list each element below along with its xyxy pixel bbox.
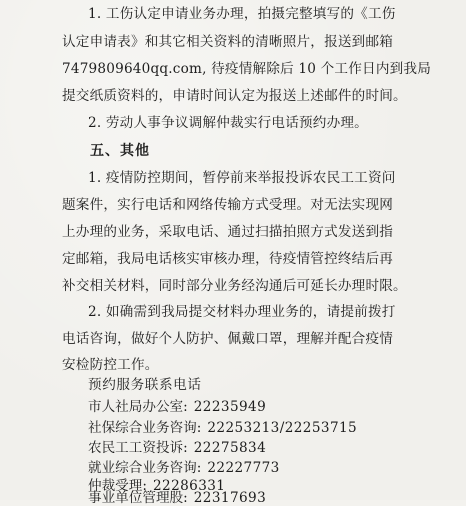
text-line: 2. 如确需到我局提交材料办理业务的，请提前拨打 (88, 304, 396, 320)
text-line: 7479809640qq.com, 待疫情解除后 10 个工作日内到我局 (62, 61, 431, 77)
contact-row (88, 418, 357, 438)
contact-number: 22227773 (207, 460, 280, 476)
contact-number: 22253213/22253715 (207, 420, 358, 436)
text-line: 题案件，实行电话和网络传输方式受理。对无法实现网 (62, 197, 394, 213)
contact-label: 农民工工资投诉: (88, 440, 188, 456)
text-line: 1. 疫情防控期间，暂停前来举报投诉农民工工资问 (88, 170, 396, 186)
text-line: 电话咨询，做好个人防护、佩戴口罩，理解并配合疫情 (62, 331, 394, 347)
contact-label: 仲裁受理: (88, 478, 147, 494)
contact-row (88, 490, 266, 506)
contact-label: 就业综合业务咨询: (88, 460, 202, 476)
contact-label: 社保综合业务咨询: (88, 420, 202, 436)
text-line: 2. 劳动人事争议调解仲裁实行电话预约办理。 (88, 115, 368, 131)
text-line: 上办理的业务，采取电话、通过扫描拍照方式发送到指 (62, 224, 394, 240)
contact-row (88, 397, 266, 417)
contact-row (88, 438, 266, 458)
section-heading: 五、其他 (90, 143, 150, 159)
text-line: 定邮箱，我局电话核实审核办理，待疫情管控终结后再 (62, 251, 394, 267)
contact-number: 22317693 (193, 490, 267, 506)
text-line: 补交相关材料，同时部分业务经沟通后可延长办理时限。 (62, 278, 407, 294)
text-line: 认定申请表》和其它相关资料的清晰照片，报送到邮箱 (62, 34, 394, 50)
text-line: 提交纸质资料的，申请时间认定为报送上述邮件的时间。 (62, 88, 407, 104)
contact-number: 22286331 (152, 478, 226, 494)
text-line: 1. 工伤认定申请业务办理，拍摄完整填写的《工伤 (88, 6, 396, 22)
contact-number: 22275834 (193, 440, 267, 456)
contact-number: 22235949 (193, 399, 267, 415)
contact-label: 市人社局办公室: (88, 399, 188, 415)
contact-row (88, 458, 280, 478)
contacts-title: 预约服务联系电话 (88, 377, 202, 393)
contact-label: 事业单位管理股: (88, 490, 188, 506)
text-line: 安检防控工作。 (62, 357, 159, 373)
